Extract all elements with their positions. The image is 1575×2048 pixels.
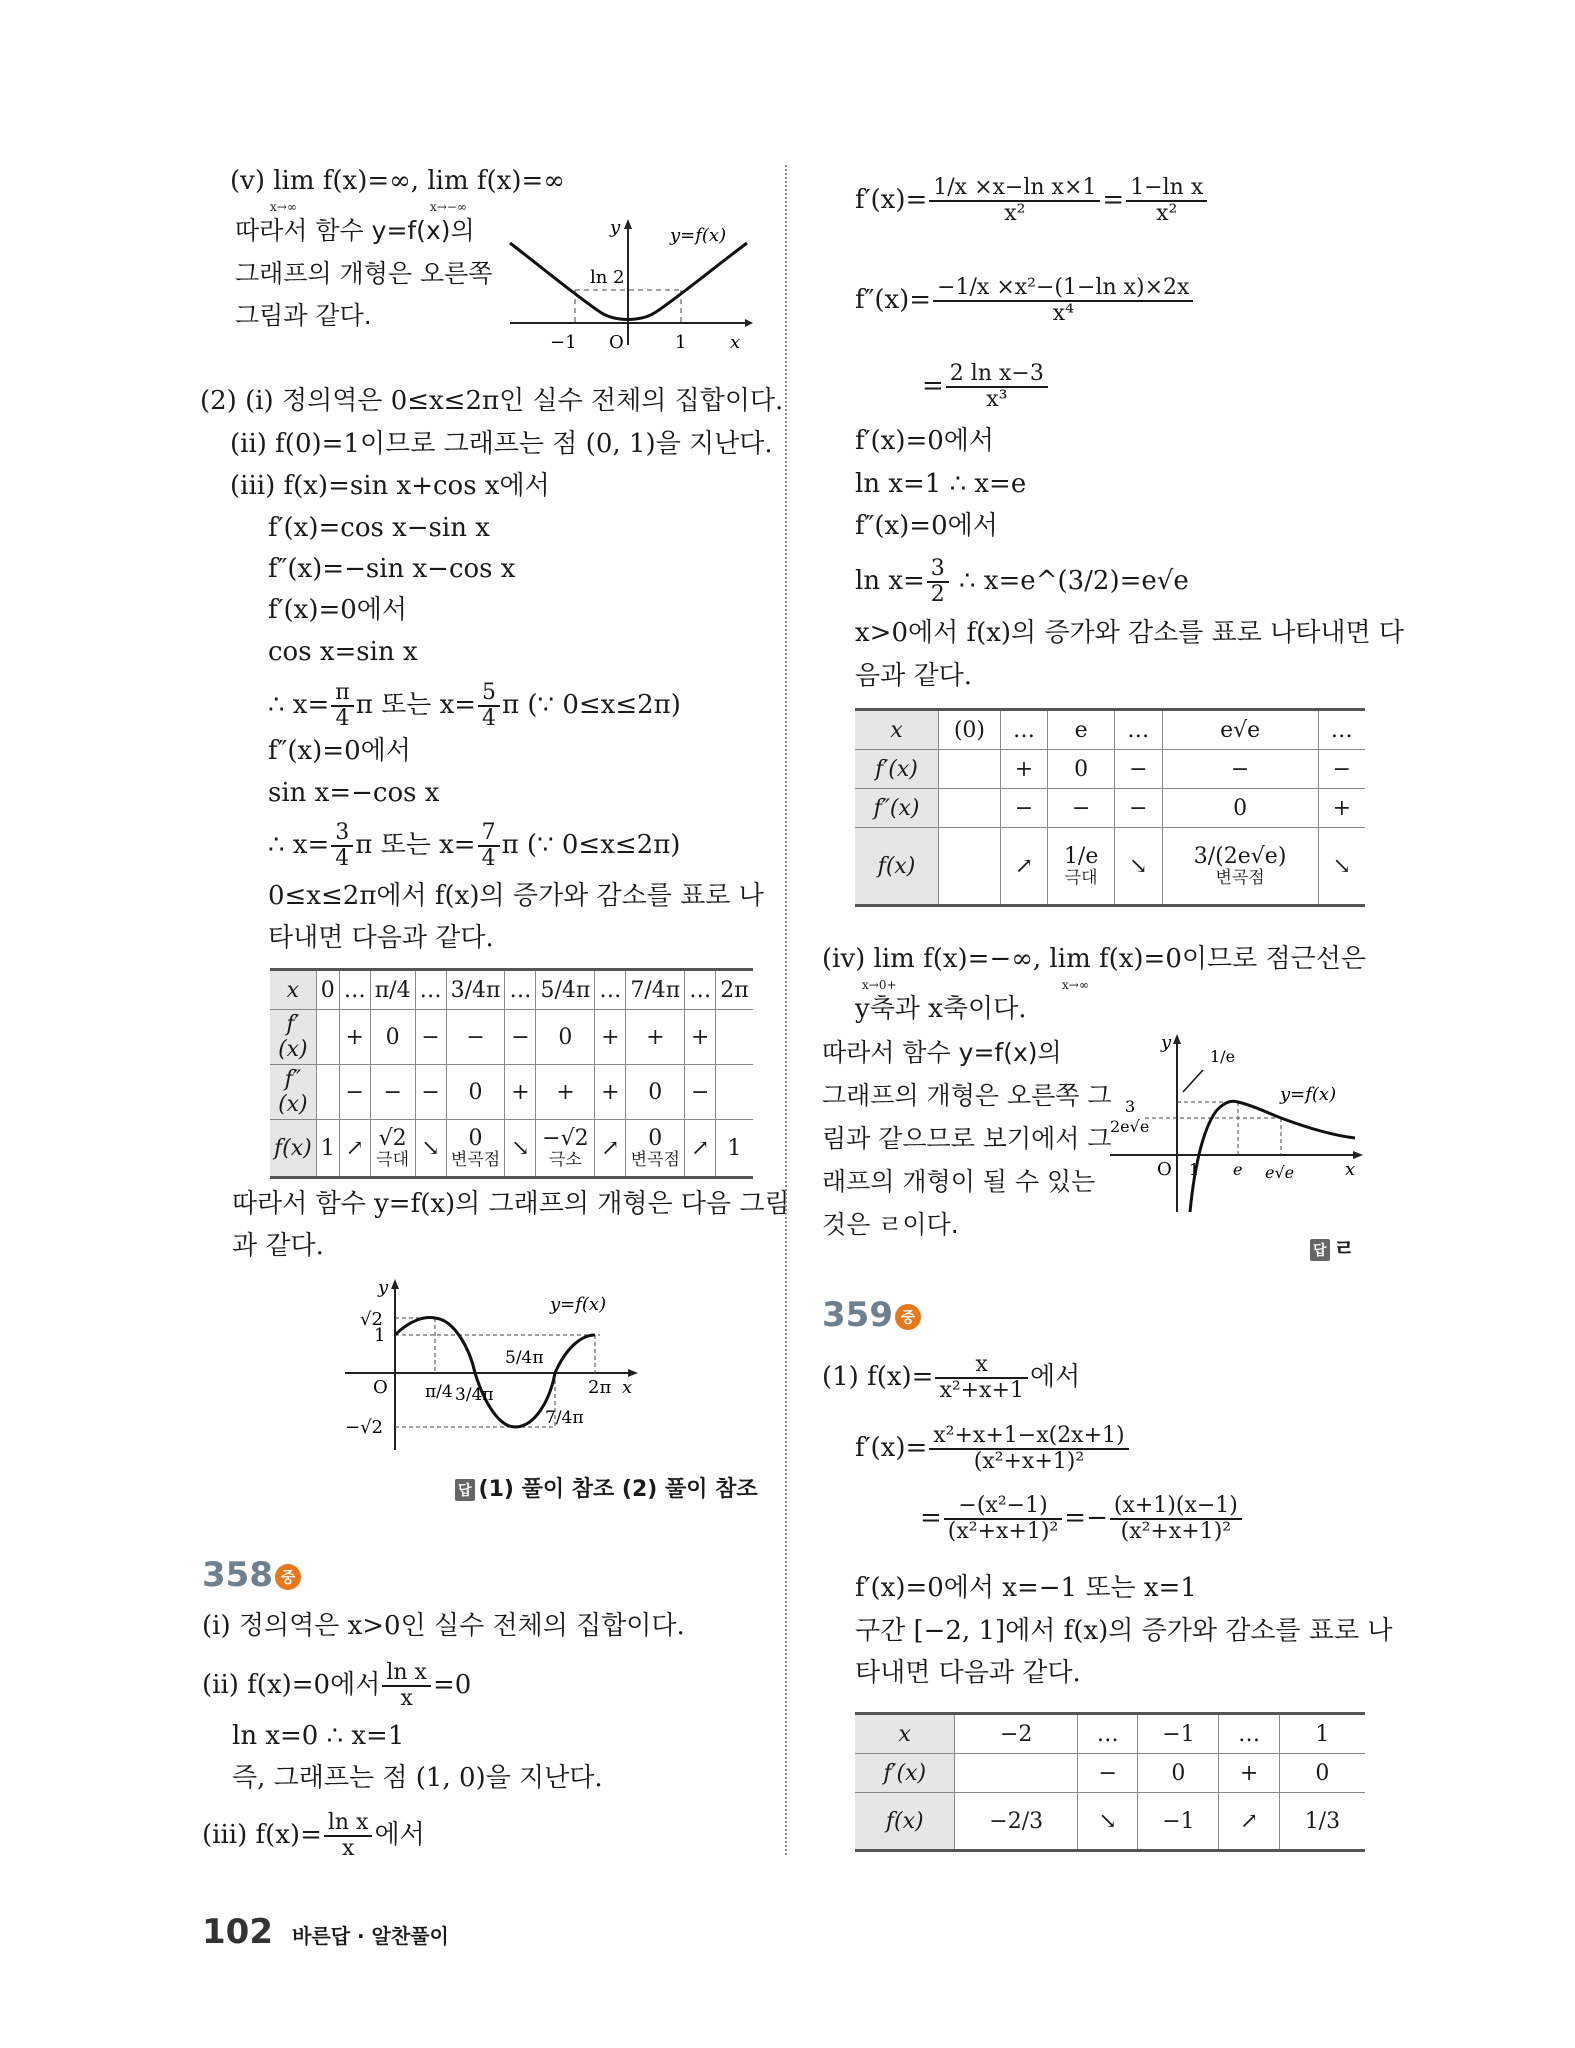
graph3-x1-label: 1: [1189, 1160, 1200, 1179]
cell: f(x): [270, 1120, 316, 1178]
graph2-curve-label: y=f(x): [550, 1294, 607, 1315]
cell: +: [1000, 750, 1048, 789]
s358-l2: 즉, 그래프는 점 (1, 0)을 지난다.: [232, 1763, 603, 1793]
r3: = $\frac{\text{2 ln x−3}}{\text{x³}}$: [922, 358, 1050, 414]
table2-header-row: [855, 710, 1365, 750]
cell: 7/4π: [626, 970, 685, 1010]
graph-text-2: 그래프의 개형은 오른쪽: [235, 259, 493, 288]
cell: ↘: [1318, 828, 1365, 906]
r-graph-text-3: 림과 같으므로 보기에서 그: [822, 1124, 1112, 1153]
cell: +: [1219, 1754, 1279, 1793]
cell: 5/4π: [536, 970, 595, 1010]
r8: x>0에서 f(x)의 증가와 감소를 표로 나타내면 다: [855, 618, 1405, 648]
table2-f-row: [855, 828, 1365, 906]
s358-l1: ln x=0 ∴ x=1: [232, 1721, 405, 1751]
r-graph-text-1: 따라서 함수 y=f(x)의: [822, 1038, 1062, 1067]
footer: [202, 1912, 449, 1952]
cell: ↘: [1115, 828, 1163, 906]
graph1-1-label: 1: [675, 332, 687, 353]
difficulty-badge: 중: [275, 1564, 301, 1590]
table-3: [855, 1712, 1365, 1852]
answer-tag: 답: [455, 1479, 475, 1501]
page-number: 102: [202, 1912, 273, 1952]
cell: ↗: [595, 1120, 626, 1178]
cell: …: [1318, 710, 1365, 750]
cell: −: [1115, 750, 1163, 789]
graph3-x-label: x: [1345, 1159, 1356, 1180]
cell: …: [1000, 710, 1048, 750]
cell: f(x): [855, 1793, 955, 1851]
cell: …: [505, 970, 536, 1010]
cell: 1/e 극대: [1048, 828, 1115, 906]
cell: f″(x): [855, 789, 939, 828]
answer-358: 답 ㄹ: [1310, 1232, 1355, 1263]
cell: −1: [1138, 1714, 1219, 1754]
graph1-y-label: y: [610, 217, 621, 238]
cell: …: [1078, 1714, 1138, 1754]
graph3-twoe-label: 2e√e: [1110, 1117, 1150, 1136]
cell: 1/3: [1279, 1793, 1365, 1851]
cell: …: [415, 970, 446, 1010]
cell: e: [1048, 710, 1115, 750]
graph2-sqrt2-label: √2: [360, 1309, 383, 1330]
cell: x: [855, 710, 939, 750]
iv-line: (iv) lim f(x)=−∞, lim f(x)=0이므로 점근선은 x→0+ x→∞: [822, 943, 1366, 975]
cell: −: [415, 1010, 446, 1065]
answer-357: 답 (1) 풀이 참조 (2) 풀이 참조: [455, 1472, 758, 1503]
after-table-2: 과 같다.: [232, 1231, 324, 1261]
cell: 0: [536, 1010, 595, 1065]
graph3-one-e-label: 1/e: [1210, 1047, 1236, 1066]
graph-3: [1105, 1030, 1365, 1215]
r-graph-text-5: 것은 ㄹ이다.: [822, 1210, 959, 1239]
cell: [716, 1065, 753, 1120]
cell: x: [270, 970, 316, 1010]
graph2-neg-sqrt2-label: −√2: [345, 1417, 384, 1438]
graph-text-1: 따라서 함수 y=f(x)의: [235, 216, 475, 245]
column-divider: [785, 165, 787, 1855]
p2-ii: (ii) f(0)=1이므로 그래프는 점 (0, 1)을 지난다.: [230, 429, 773, 459]
table3-fp-row: [855, 1754, 1365, 1793]
graph3-xe-label: e: [1233, 1160, 1243, 1179]
cell: ↘: [415, 1120, 446, 1178]
s359-4: f′(x)=0에서 x=−1 또는 x=1: [855, 1573, 1197, 1603]
cell: +: [339, 1010, 370, 1065]
graph1-ln2-label: ln 2: [590, 267, 625, 288]
cell: −2/3: [955, 1793, 1078, 1851]
table3-f-row: [855, 1793, 1365, 1851]
cell: −: [1078, 1754, 1138, 1793]
graph2-seven4-label: 7/4π: [545, 1408, 584, 1428]
table-1: [270, 968, 753, 1179]
cell: −: [685, 1065, 716, 1120]
r-graph-text-4: 래프의 개형이 될 수 있는: [822, 1167, 1096, 1196]
cell: ↗: [685, 1120, 716, 1178]
cell: 2π: [716, 970, 753, 1010]
cell: 0: [316, 970, 339, 1010]
s358-ii: (ii) f(x)=0에서 $\frac{\text{ln x}}{x}$ =0: [202, 1660, 472, 1711]
y-axis-arrow: [1173, 1034, 1181, 1044]
cell: 1: [716, 1120, 753, 1178]
answer-tag: 답: [1310, 1239, 1330, 1261]
cell: [939, 750, 1001, 789]
cell: …: [1219, 1714, 1279, 1754]
cell: ↗: [1000, 828, 1048, 906]
cell: +: [595, 1065, 626, 1120]
r7: ln x= $\frac{3}{2}$ ∴ x=e^(3/2)=e√e: [855, 556, 1189, 607]
graph2-one-label: 1: [374, 1325, 386, 1346]
tangent-mark: [1183, 1070, 1203, 1092]
cell: −: [415, 1065, 446, 1120]
difficulty-badge: 중: [895, 1304, 921, 1330]
lim-sub-1: x→∞: [270, 200, 297, 214]
cell: +: [626, 1010, 685, 1065]
cell: 0: [1138, 1754, 1219, 1793]
graph1-curve-label: y=f(x): [670, 225, 727, 246]
deriv-8: ∴ x= $\frac{3}{4}$ π 또는 x= $\frac{7}{4}$ π (∵ 0≤x≤2π): [268, 820, 681, 871]
graph2-pi4-label: π/4: [425, 1382, 453, 1402]
cell: (0): [939, 710, 1001, 750]
iv-sub-1: x→0+: [862, 978, 897, 992]
cell: f(x): [855, 828, 939, 906]
y-axis-arrow: [391, 1279, 399, 1289]
cell: ↗: [339, 1120, 370, 1178]
graph1-neg1-label: −1: [550, 332, 577, 353]
table2-fp-row: [855, 750, 1365, 789]
cell: 0 변곡점: [446, 1120, 505, 1178]
table1-fp-row: [270, 1010, 753, 1065]
cell: [716, 1010, 753, 1065]
after-table-1: 따라서 함수 y=f(x)의 그래프의 개형은 다음 그림: [232, 1189, 790, 1219]
deriv-7: sin x=−cos x: [268, 778, 440, 808]
cell: 1: [316, 1120, 339, 1178]
graph-2: [340, 1275, 640, 1455]
y-axis-arrow: [624, 219, 632, 229]
r9: 음과 같다.: [855, 661, 972, 691]
r-graph-text-2: 그래프의 개형은 오른쪽 그: [822, 1081, 1112, 1110]
cell: √2 극대: [370, 1120, 415, 1178]
p2-iii: (iii) f(x)=sin x+cos x에서: [230, 471, 550, 501]
cell: …: [595, 970, 626, 1010]
deriv-1: f′(x)=cos x−sin x: [268, 513, 490, 543]
table3-header-row: [855, 1714, 1365, 1754]
limit-line: (v) lim f(x)=∞, lim f(x)=∞ x→∞ x→−∞: [230, 165, 565, 197]
cell: −: [1115, 789, 1163, 828]
cell: f′(x): [855, 1754, 955, 1793]
cell: f′(x): [855, 750, 939, 789]
cell: −: [339, 1065, 370, 1120]
iv-sub-2: x→∞: [1062, 978, 1089, 992]
p2-i: (2) (i) 정의역은 0≤x≤2π인 실수 전체의 집합이다.: [200, 386, 784, 416]
graph2-five4-label: 5/4π: [505, 1348, 544, 1368]
cell: 0: [446, 1065, 505, 1120]
graph-text-3: 그림과 같다.: [235, 301, 372, 330]
cell: −1: [1138, 1793, 1219, 1851]
deriv-4: cos x=sin x: [268, 637, 418, 667]
graph3-curve-label: y=f(x): [1280, 1084, 1337, 1105]
cell: …: [339, 970, 370, 1010]
question-359: 359 중: [822, 1295, 921, 1335]
table1-header-row: [270, 970, 753, 1010]
cell: …: [1115, 710, 1163, 750]
graph3-origin: O: [1157, 1159, 1172, 1180]
s358-iii: (iii) f(x)= $\frac{\text{ln x}}{x}$ 에서: [202, 1810, 425, 1861]
cell: 0: [1279, 1754, 1365, 1793]
graph2-x-label: x: [622, 1377, 633, 1398]
cell: [316, 1010, 339, 1065]
s359-6: 타내면 다음과 같다.: [855, 1658, 1081, 1688]
iv-2: y축과 x축이다.: [855, 994, 1027, 1024]
cell: f′(x): [270, 1010, 316, 1065]
cell: −: [1000, 789, 1048, 828]
r4: f′(x)=0에서: [855, 426, 995, 456]
graph3-xee-label: e√e: [1265, 1163, 1295, 1182]
cell: 0: [1162, 789, 1318, 828]
cell: 0: [1048, 750, 1115, 789]
graph3-three-label: 3: [1125, 1097, 1136, 1116]
r2: f″(x)= $\frac{\text{−1/x ×x²−(1−ln x)×2x}}{\text{x⁴}}$: [855, 270, 1195, 330]
cell: f″(x): [270, 1065, 316, 1120]
cell: −: [370, 1065, 415, 1120]
graph2-twopi-label: 2π: [588, 1377, 612, 1398]
cell: +: [505, 1065, 536, 1120]
r5: ln x=1 ∴ x=e: [855, 469, 1027, 499]
footer-text: 바른답 · 알찬풀이: [292, 1924, 449, 1948]
cell: −: [446, 1010, 505, 1065]
cell: −2: [955, 1714, 1078, 1754]
x-axis-arrow: [1353, 1151, 1363, 1159]
s359-1: (1) f(x)= $\frac{x}{\text{x²+x+1}}$ 에서: [822, 1352, 1081, 1403]
graph3-y-label: y: [1161, 1032, 1172, 1053]
cell: ↘: [505, 1120, 536, 1178]
s358-i: (i) 정의역은 x>0인 실수 전체의 집합이다.: [202, 1611, 685, 1641]
cell: [316, 1065, 339, 1120]
cell: x: [855, 1714, 955, 1754]
deriv-3: f′(x)=0에서: [268, 595, 408, 625]
x-axis-arrow: [628, 1369, 638, 1377]
graph2-origin: O: [373, 1377, 388, 1398]
cell: e√e: [1162, 710, 1318, 750]
cell: 3/(2e√e) 변곡점: [1162, 828, 1318, 906]
cell: −: [1048, 789, 1115, 828]
s359-2: f′(x)= $\frac{\text{x²+x+1−x(2x+1)}}{\text{(x²+x+1)²}}$: [855, 1420, 1131, 1476]
cell: ↗: [1219, 1793, 1279, 1851]
question-358: 358 중: [202, 1555, 301, 1595]
x-axis-arrow: [745, 319, 753, 327]
graph1-x-label: x: [730, 332, 741, 353]
cell: 1: [1279, 1714, 1365, 1754]
cell: 3/4π: [446, 970, 505, 1010]
table-2: [855, 708, 1365, 907]
cell: ↘: [1078, 1793, 1138, 1851]
s359-3: = $\frac{\text{−(x²−1)}}{\text{(x²+x+1)²}}$ =− $\frac{(x+1)(x-1)}{\text{(x²+x+1)²}}$: [920, 1490, 1244, 1546]
deriv-10: 타내면 다음과 같다.: [268, 923, 494, 953]
r6: f″(x)=0에서: [855, 511, 998, 541]
cell: +: [536, 1065, 595, 1120]
cell: −: [505, 1010, 536, 1065]
cell: [939, 789, 1001, 828]
cell: …: [685, 970, 716, 1010]
r1: f′(x)= $\frac{\text{1/x ×x−ln x×1}}{\text{x²}}$ = $\frac{\text{1−ln x}}{\text{x²}}$: [855, 170, 1209, 230]
table2-fpp-row: [855, 789, 1365, 828]
cell: +: [1318, 789, 1365, 828]
cell: +: [595, 1010, 626, 1065]
lim-sub-2: x→−∞: [430, 200, 467, 214]
cell: π/4: [370, 970, 415, 1010]
cell: [939, 828, 1001, 906]
deriv-6: f″(x)=0에서: [268, 736, 411, 766]
cell: −√2 극소: [536, 1120, 595, 1178]
deriv-2: f″(x)=−sin x−cos x: [268, 554, 516, 584]
graph2-y-label: y: [378, 1277, 389, 1298]
s359-5: 구간 [−2, 1]에서 f(x)의 증가와 감소를 표로 나: [855, 1616, 1393, 1646]
deriv-9: 0≤x≤2π에서 f(x)의 증가와 감소를 표로 나: [268, 881, 764, 911]
cell: −: [1318, 750, 1365, 789]
cell: 0: [370, 1010, 415, 1065]
graph1-origin: O: [609, 332, 624, 353]
table1-fpp-row: [270, 1065, 753, 1120]
graph-1: [505, 215, 755, 355]
cell: 0 변곡점: [626, 1120, 685, 1178]
cell: −: [1162, 750, 1318, 789]
cell: +: [685, 1010, 716, 1065]
cell: 0: [626, 1065, 685, 1120]
cell: [955, 1754, 1078, 1793]
deriv-5: ∴ x= $\frac{\pi}{4}$ π 또는 x= $\frac{5}{4}$ π (∵ 0≤x≤2π): [268, 680, 681, 731]
graph2-three4-label: 3/4π: [455, 1385, 494, 1405]
table1-f-row: [270, 1120, 753, 1178]
